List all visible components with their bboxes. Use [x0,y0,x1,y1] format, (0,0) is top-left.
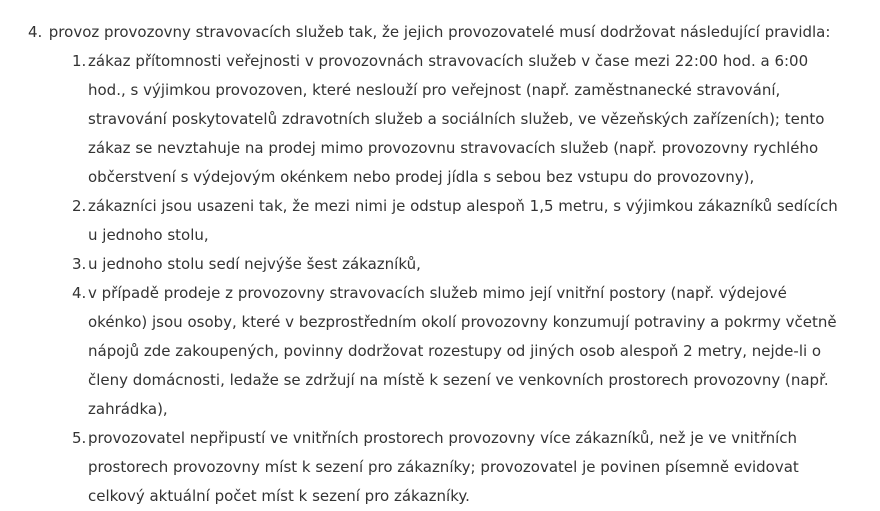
list-item-number: 5. [72,429,87,447]
list-item-text: provozovatel nepřipustí ve vnitřních prostorech provozovny více zákazníků, než je ve vnitřních prostorech provozovny míst k sezení pro zákazníky; provozovatel je povinen písemně evidovat celkový aktuální počet míst k sezení pro zákazníky. [88,429,799,505]
list-item [72,192,842,250]
outer-list-item [28,18,868,47]
list-item-number: 4. [72,284,87,302]
list-item-text: zákazníci jsou usazeni tak, že mezi nimi je odstup alespoň 1,5 metru, s výjimkou zákazníků sedících u jednoho stolu, [88,197,838,244]
list-item-number: 3. [72,255,87,273]
list-item [72,47,842,192]
list-item [72,424,842,511]
outer-item-text: provoz provozovny stravovacích služeb tak, že jejich provozovatelé musí dodržovat následující pravidla: [48,23,831,41]
list-item-text: v případě prodeje z provozovny stravovacích služeb mimo její vnitřní postory (např. výdejové okénko) jsou osoby, které v bezprostředním okolí provozovny konzumují potraviny a pokrmy včetně nápojů zde zakoupených, povinny dodržovat rozestupy od jiných osob alespoň 2 metry, nejde-li o členy domácnosti, ledaže se zdržují na místě k sezení ve venkovních prostorech provozovny (např. zahrádka), [88,284,837,418]
outer-item-number: 4. [28,23,43,41]
list-item [72,250,842,279]
list-item-number: 1. [72,52,87,70]
sub-list [72,47,842,511]
list-item-number: 2. [72,197,87,215]
list-item-text: u jednoho stolu sedí nejvýše šest zákazníků, [88,255,421,273]
list-item-text: zákaz přítomnosti veřejnosti v provozovnách stravovacích služeb v čase mezi 22:00 hod. a 6:00 hod., s výjimkou provozoven, které neslouží pro veřejnost (např. zaměstnanecké stravování, stravování poskytovatelů zdravotních služeb a sociálních služeb, ve vězeňských zařízeních); tento zákaz se nevztahuje na prodej mimo provozovnu stravovacích služeb (např. provozovny rychlého občerstvení s výdejovým okénkem nebo prodej jídla s sebou bez vstupu do provozovny), [88,52,825,186]
list-item [72,279,842,424]
